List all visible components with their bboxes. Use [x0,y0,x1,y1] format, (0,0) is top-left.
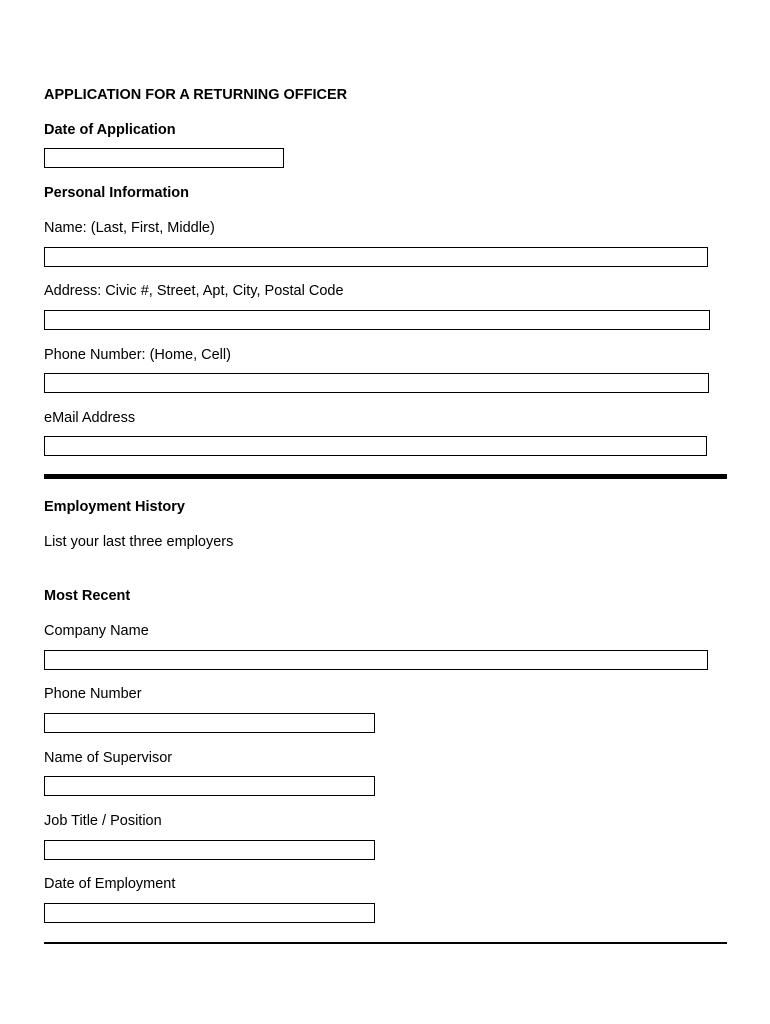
date-of-employment-label: Date of Employment [44,876,176,892]
address-field[interactable] [44,310,710,330]
company-phone-label: Phone Number [44,686,142,702]
phone-label: Phone Number: (Home, Cell) [44,347,231,363]
personal-information-heading: Personal Information [44,185,190,201]
company-phone-field[interactable] [44,713,375,733]
section-divider [44,474,727,479]
supervisor-label: Name of Supervisor [44,750,173,766]
company-name-label: Company Name [44,623,149,639]
most-recent-heading: Most Recent [44,588,131,604]
supervisor-field[interactable] [44,776,375,796]
employment-instruction: List your last three employers [44,534,234,550]
date-of-application-field[interactable] [44,148,284,168]
address-label: Address: Civic #, Street, Apt, City, Postal Code [44,283,344,299]
job-title-field[interactable] [44,840,375,860]
date-of-application-label: Date of Application [44,122,176,138]
form-title: APPLICATION FOR A RETURNING OFFICER [44,87,348,103]
name-field[interactable] [44,247,708,267]
job-title-label: Job Title / Position [44,813,162,829]
bottom-divider [44,942,727,944]
date-of-employment-field[interactable] [44,903,375,923]
email-field[interactable] [44,436,707,456]
phone-field[interactable] [44,373,709,393]
company-name-field[interactable] [44,650,708,670]
email-label: eMail Address [44,410,136,426]
employment-history-heading: Employment History [44,499,185,515]
name-label: Name: (Last, First, Middle) [44,220,215,236]
